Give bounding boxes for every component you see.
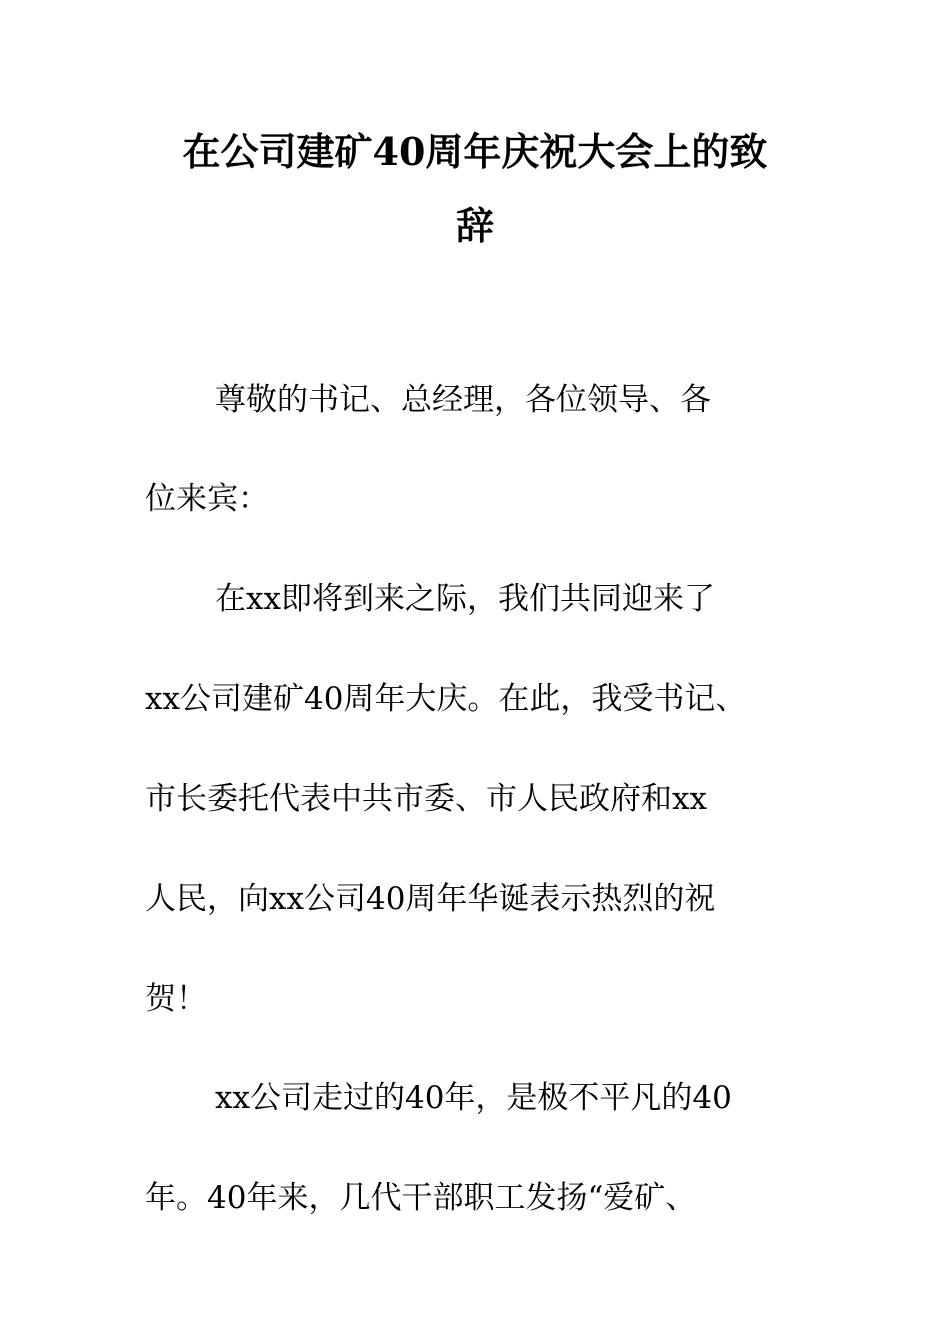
document-title-line-2: 辞: [455, 203, 494, 248]
body-line-2: 位来宾：: [145, 481, 269, 517]
body-line-9: 年。40年来，几代干部职工发扬“爱矿、: [145, 1180, 697, 1216]
body-line-3: 在xx即将到来之际，我们共同迎来了: [215, 581, 715, 617]
body-line-5: 市长委托代表中共市委、市人民政府和xx: [145, 781, 707, 817]
body-line-6: 人民，向xx公司40周年华诞表示热烈的祝: [145, 881, 716, 917]
body-line-7: 贺！: [145, 981, 207, 1017]
body-line-8: xx公司走过的40年，是极不平凡的40: [215, 1080, 732, 1116]
body-line-4: xx公司建矿40周年大庆。在此，我受书记、: [145, 681, 747, 717]
document-title-line-1: 在公司建矿40周年庆祝大会上的致: [182, 129, 768, 174]
body-line-1: 尊敬的书记、总经理，各位领导、各: [215, 382, 711, 418]
